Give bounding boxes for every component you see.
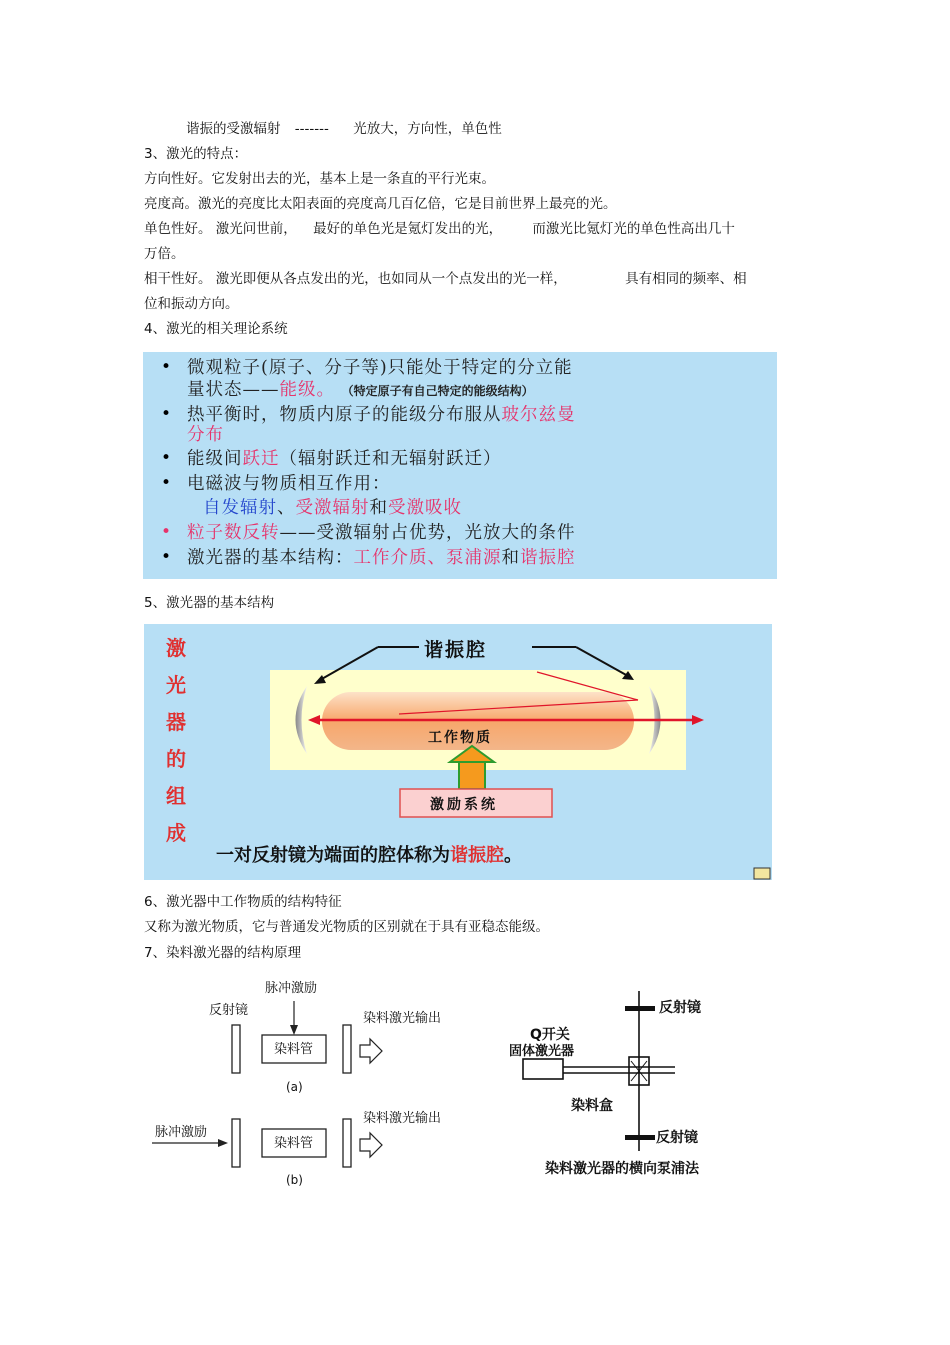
r7e: 受激吸收: [388, 498, 462, 518]
theory-row-2: [187, 379, 534, 402]
dye-a-tube-label: 染料管: [274, 1042, 314, 1057]
dye-b-output-label: 染料激光输出: [363, 1111, 442, 1126]
mirror-top: [625, 1006, 655, 1011]
theory-row-8: [187, 522, 576, 544]
r5c: （辐射跃迁和无辐射跃迁）: [279, 449, 502, 469]
paragraph-directionality: 方向性好。它发射出去的光，基本上是一条直的平行光束。: [144, 171, 495, 187]
coh-b: 具有相同的频率、相: [625, 271, 747, 287]
bullet: •: [161, 547, 172, 567]
transverse-pumping-caption: 染料激光器的横向泵浦法: [545, 1161, 699, 1177]
q-switch-laser: [523, 1059, 563, 1079]
heading-3: 3、激光的特点：: [144, 146, 248, 162]
r9c: 和: [501, 548, 520, 568]
vertical-char: 激: [166, 636, 186, 660]
r9b: 工作介质、泵浦源: [353, 548, 502, 568]
q-switch-label: Q开关: [530, 1027, 570, 1043]
dye-a-mirror-label: 反射镜: [209, 1003, 249, 1018]
cavity-label: 谐振腔: [424, 639, 488, 661]
right-mirror-top-label: 反射镜: [659, 1000, 701, 1016]
mirror-bottom: [625, 1135, 655, 1140]
theory-row-7: [203, 497, 462, 519]
caption-a: 一对反射镜为端面的腔体称为: [216, 845, 450, 866]
pump-arrow-shaft: [459, 761, 485, 789]
r5a: 能级间: [187, 449, 243, 469]
r2b: 能级。: [279, 380, 335, 400]
r8a: 粒子数反转: [187, 523, 280, 543]
paragraph-laser-material: 又称为激光物质，它与普通发光物质的区别就在于具有亚稳态能级。: [144, 919, 549, 935]
beam-arrow-right: [692, 715, 704, 725]
theory-row-4: 分布: [187, 425, 224, 445]
right-mirror-bottom-label: 反射镜: [656, 1130, 698, 1146]
paragraph-coherence: [144, 270, 747, 288]
r7b: 、: [277, 498, 296, 518]
solid-laser-label: 固体激光器: [509, 1044, 575, 1059]
paragraph-coherence-cont: 位和振动方向。: [144, 296, 239, 312]
line-resonance: [186, 120, 502, 138]
line-resonance-b: -------: [294, 121, 329, 137]
bullet: •: [161, 522, 172, 542]
paragraph-brightness: 亮度高。激光的亮度比太阳表面的亮度高几百亿倍，它是目前世界上最亮的光。: [144, 196, 617, 212]
paragraph-monochromatic-cont: 万倍。: [144, 246, 185, 262]
heading-7: 7、染料激光器的结构原理: [144, 945, 302, 961]
bullet: •: [161, 473, 172, 493]
r9d: 谐振腔: [520, 548, 576, 568]
bullet: •: [161, 448, 172, 468]
heading-5: 5、激光器的基本结构: [144, 595, 275, 611]
vertical-char: 的: [166, 747, 186, 771]
mono-b: 最好的单色光是氪灯发出的光，: [313, 221, 503, 237]
theory-row-9: [187, 547, 576, 569]
r3b: 玻尔兹曼: [501, 405, 576, 425]
r9a: 激光器的基本结构：: [187, 548, 354, 568]
line-resonance-c: 光放大，方向性，单色性: [353, 121, 502, 137]
theory-row-3: [187, 404, 576, 426]
dye-a-tag: (a): [286, 1080, 303, 1094]
heading-6: 6、激光器中工作物质的结构特征: [144, 894, 342, 910]
laser-caption: [216, 841, 522, 867]
r3a: 热平衡时，物质内原子的能级分布服从: [187, 405, 502, 425]
caption-b: 谐振腔: [450, 845, 504, 866]
output-arrow-a: [360, 1039, 382, 1063]
mirror-b-left: [232, 1119, 240, 1167]
dye-a-pulse-label: 脉冲激励: [265, 981, 318, 996]
heading-4: 4、激光的相关理论系统: [144, 321, 288, 337]
r8b: ——受激辐射占优势，光放大的条件: [279, 523, 576, 543]
medium-label: 工作物质: [428, 730, 492, 746]
theory-slide: [143, 352, 777, 579]
theory-row-5: [187, 448, 502, 470]
corner-mark: [754, 868, 770, 879]
dye-b-tag: (b): [286, 1173, 303, 1187]
mirror-a-right: [343, 1025, 351, 1073]
pump-arrow-a-head: [290, 1025, 298, 1035]
r2c: （特定原子有自己特定的能级结构）: [341, 384, 534, 398]
paragraph-monochromatic: [144, 220, 735, 238]
r2a: 量状态——: [187, 380, 280, 400]
vertical-char: 成: [166, 821, 186, 845]
r5b: 跃迁: [242, 449, 280, 469]
mono-c: 而激光比氪灯光的单色性高出几十: [532, 221, 735, 237]
vertical-char: 器: [166, 710, 186, 734]
r7c: 受激辐射: [295, 498, 370, 518]
line-resonance-a: 谐振的受激辐射: [186, 121, 281, 137]
mirror-b-right: [343, 1119, 351, 1167]
vertical-char: 光: [166, 673, 186, 697]
mono-a: 单色性好。 激光问世前，: [144, 221, 297, 237]
theory-row-1: 微观粒子(原子、分子等)只能处于特定的分立能: [187, 358, 573, 378]
coh-a: 相干性好。 激光即便从各点发出的光，也如同从一个点发出的光一样，: [144, 271, 567, 287]
caption-c: 。: [504, 845, 522, 866]
dye-b-tube-label: 染料管: [274, 1136, 314, 1151]
pump-label: 激励系统: [430, 797, 498, 813]
r7a: 自发辐射: [203, 498, 277, 518]
r7d: 和: [369, 498, 388, 518]
laser-structure-slide: [144, 624, 772, 880]
bullet: •: [161, 404, 172, 424]
dye-b-pulse-label: 脉冲激励: [155, 1125, 208, 1140]
output-arrow-b: [360, 1133, 382, 1157]
dye-cell-label: 染料盒: [571, 1098, 613, 1114]
dye-laser-diagram-right: [515, 985, 735, 1185]
theory-row-6: 电磁波与物质相互作用：: [187, 474, 391, 494]
dye-a-output-label: 染料激光输出: [363, 1011, 442, 1026]
vertical-char: 组: [166, 784, 186, 808]
pump-arrow-b-head: [218, 1139, 228, 1147]
mirror-a-left: [232, 1025, 240, 1073]
bullet: •: [161, 357, 172, 377]
